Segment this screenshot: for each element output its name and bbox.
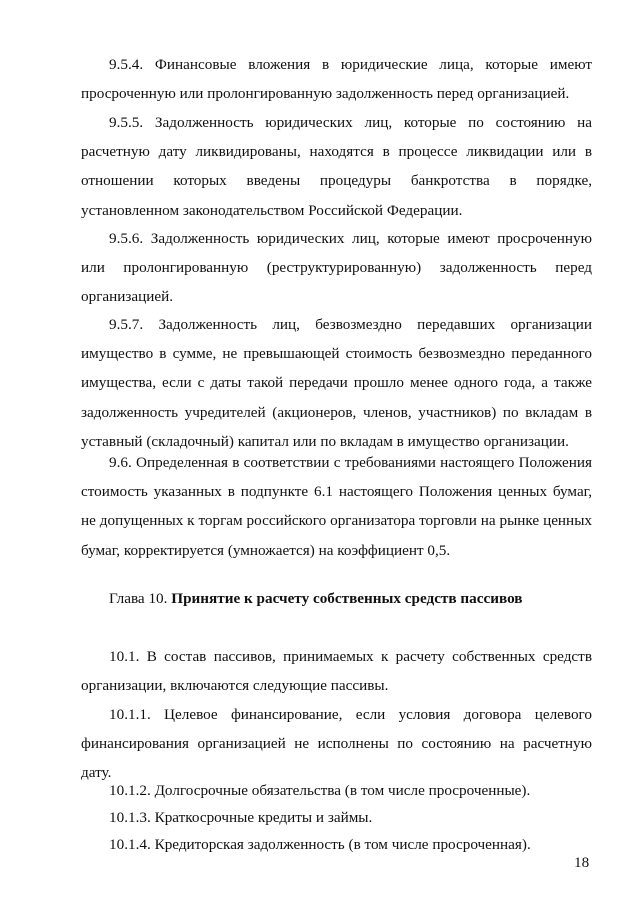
paragraph-9-6: 9.6. Определенная в соответствии с требованиями настоящего Положения стоимость указанных в подпункте 6.1 настоящего Положения ценных бумаг, не допущенных к торгам российского организатора торговли на рынке ценных бумаг, корректируется (умножается) на коэффициент 0,5. [81, 454, 592, 559]
paragraph-9-5-6: 9.5.6. Задолженность юридических лиц, которые имеют просроченную или пролонгированную (реструктурированную) задолженность перед организацией. [81, 230, 592, 306]
paragraph-9-5-7: 9.5.7. Задолженность лиц, безвозмездно передавших организации имущество в сумме, не превышающей стоимость безвозмездно переданного имущества, если с даты такой передачи прошло менее одного года, а также задолженность учредителей (акционеров, членов, участников) по вкладам в уставный (складочный) капитал или по вкладам в имущество организации. [81, 316, 592, 450]
paragraph-10-1: 10.1. В состав пассивов, принимаемых к расчету собственных средств организации, включаются следующие пассивы. [81, 648, 592, 695]
paragraph-10-1-2: 10.1.2. Долгосрочные обязательства (в том числе просроченные). [109, 782, 531, 799]
chapter-title: Принятие к расчету собственных средств пассивов [171, 590, 523, 607]
paragraph-9-5-5: 9.5.5. Задолженность юридических лиц, которые по состоянию на расчетную дату ликвидированы, находятся в процессе ликвидации или в отношении которых введены процедуры банкротства в порядке, установленном законодательством Российской Федерации. [81, 114, 592, 219]
paragraph-10-1-3: 10.1.3. Краткосрочные кредиты и займы. [109, 809, 373, 826]
paragraph-10-1-4: 10.1.4. Кредиторская задолженность (в том числе просроченная). [109, 836, 531, 853]
paragraph-9-5-4: 9.5.4. Финансовые вложения в юридические лица, которые имеют просроченную или пролонгированную задолженность перед организацией. [81, 56, 592, 103]
chapter-prefix: Глава 10. [109, 590, 172, 607]
page-number: 18 [574, 854, 590, 871]
chapter-heading [109, 587, 522, 611]
paragraph-10-1-1: 10.1.1. Целевое финансирование, если условия договора целевого финансирования организацией не исполнены по состоянию на расчетную дату. [81, 706, 592, 782]
